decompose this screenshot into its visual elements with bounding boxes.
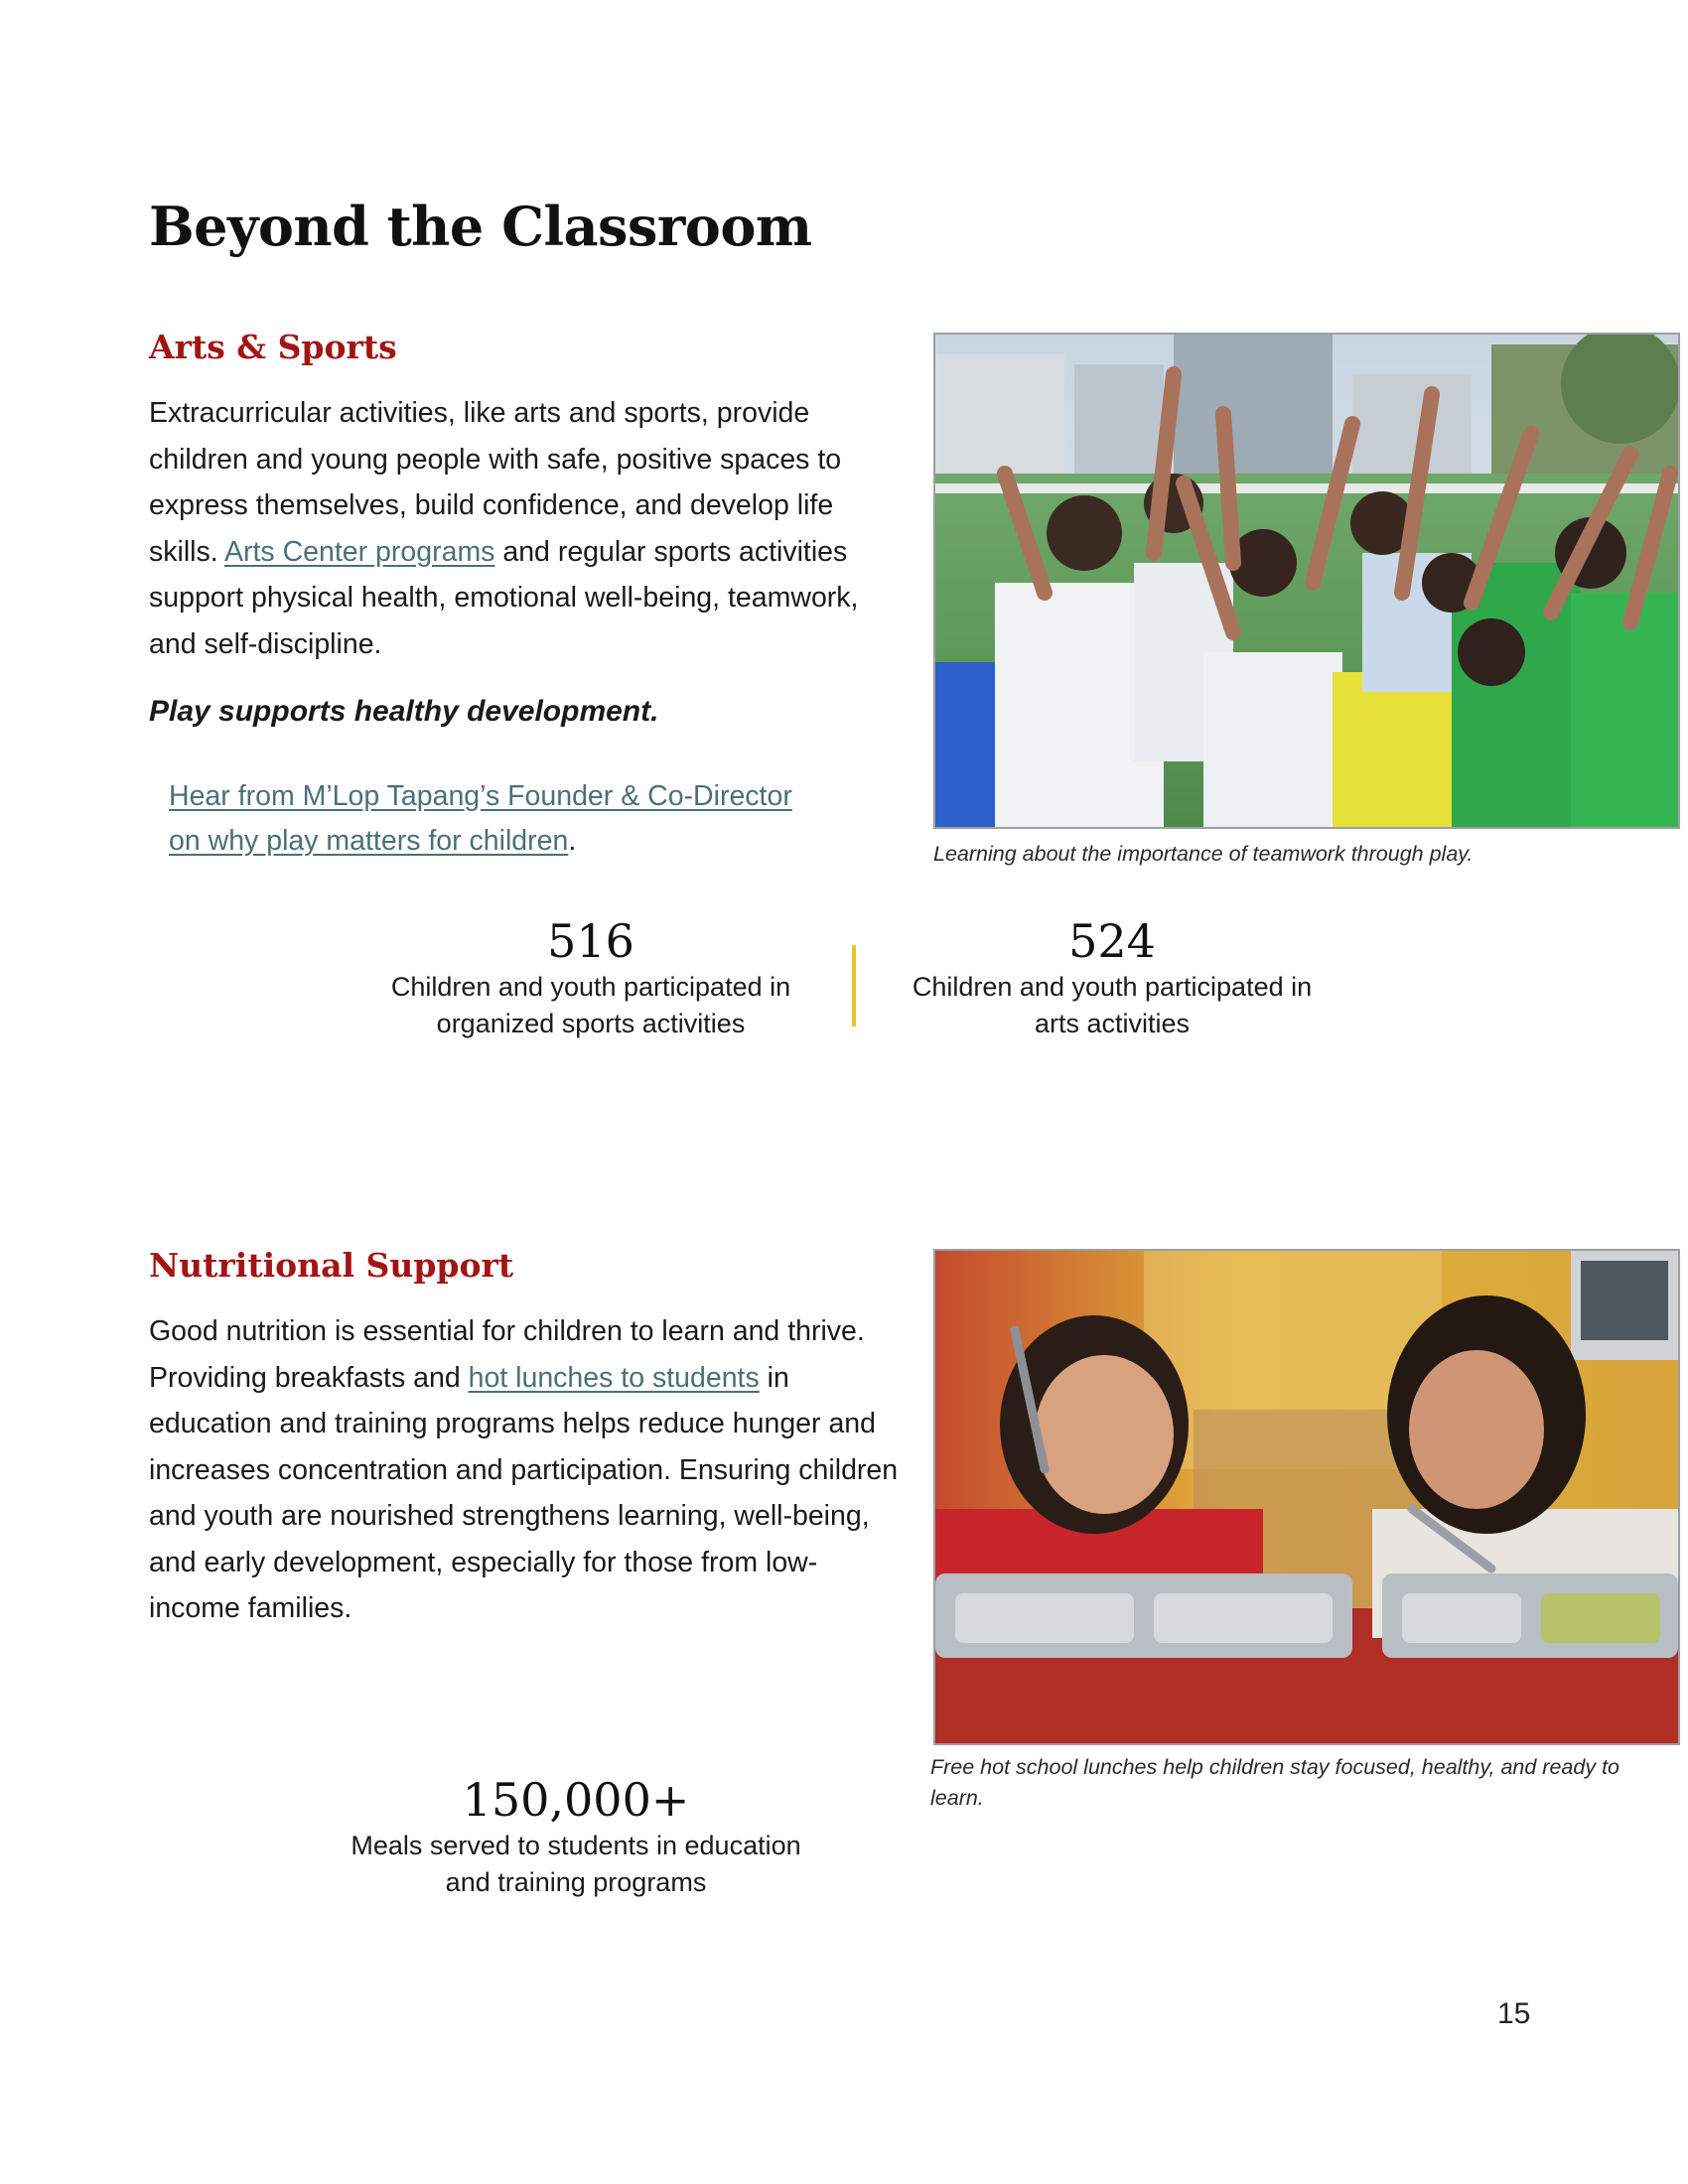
- sports-photo: [933, 333, 1680, 829]
- arts-participation-label: Children and youth participated in arts activities: [912, 972, 1313, 1038]
- lunch-photo: [933, 1249, 1680, 1745]
- meals-served-number: 150,000+: [462, 1773, 690, 1827]
- children-celebrating-image: [935, 335, 1678, 827]
- page-number: 15: [1497, 1997, 1531, 2030]
- arts-sports-body: [149, 390, 904, 667]
- nutrition-body: [149, 1308, 904, 1632]
- sports-participation-stat: [367, 913, 814, 1042]
- arts-sports-heading: Arts & Sports: [149, 328, 397, 366]
- hot-lunches-link[interactable]: hot lunches to students: [468, 1361, 760, 1394]
- founder-video-link[interactable]: Hear from M’Lop Tapang’s Founder & Co-Director on why play matters for children: [169, 780, 792, 857]
- meals-served-label: Meals served to students in education and training programs: [351, 1831, 801, 1897]
- nutrition-heading: Nutritional Support: [149, 1246, 514, 1285]
- arts-center-programs-link[interactable]: Arts Center programs: [224, 535, 495, 568]
- arts-sports-body-text-1: Extracurricular activities, like arts and sports, provide children and young people with safe, positive spaces to express themselves, build confidence, and develop life skills.: [149, 397, 842, 568]
- stats-divider: [852, 945, 856, 1026]
- arts-sports-body-text-2: and regular sports activities support physical health, emotional well-being, teamwork, and self-discipline.: [149, 535, 859, 660]
- sports-participation-label: Children and youth participated in organized sports activities: [390, 972, 791, 1038]
- page-title: Beyond the Classroom: [149, 195, 812, 258]
- video-link-paragraph: [169, 774, 824, 864]
- children-eating-lunch-image: [935, 1251, 1678, 1743]
- nutrition-body-text-2: in education and training programs helps reduce hunger and increases concentration and participation. Ensuring children and youth are nourished strengthens learning, well-being, and early development, especially for those from low-income families.: [149, 1361, 899, 1624]
- arts-sports-tagline: Play supports healthy development.: [149, 695, 659, 728]
- arts-participation-number: 524: [1068, 914, 1156, 968]
- video-link-suffix: .: [568, 825, 577, 857]
- nutrition-body-text-1: Good nutrition is essential for children to learn and thrive. Providing breakfasts and: [149, 1315, 865, 1394]
- lunch-photo-caption: Free hot school lunches help children stay focused, healthy, and ready to learn.: [930, 1755, 1619, 1810]
- arts-participation-stat: [889, 913, 1336, 1042]
- sports-participation-number: 516: [547, 914, 634, 968]
- sports-photo-caption: Learning about the importance of teamwork through play.: [933, 842, 1474, 866]
- meals-served-stat: [343, 1772, 809, 1901]
